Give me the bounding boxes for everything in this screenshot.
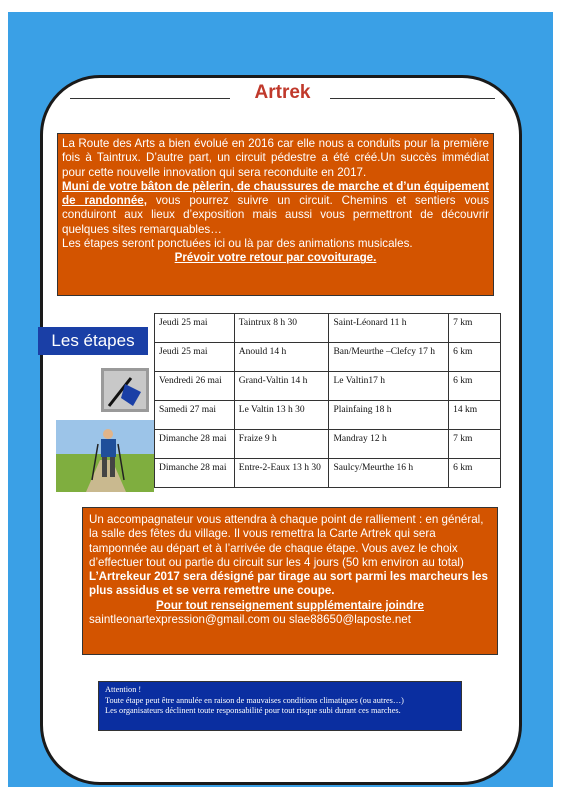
- etape-day: Jeudi 25 mai: [155, 343, 235, 372]
- info-box: [82, 507, 498, 655]
- info-paragraph-1: Un accompagnateur vous attendra à chaque point de ralliement : en général, la salle des fêtes du village. Il vous remettra la Carte Artrek qui sera tamponnée au départ et à l’arrivée de chaque étape. Vous avez le choix d’effectuer tout ou partie du circuit sur les 4 jours (50 km environ au total): [89, 513, 484, 569]
- page-header: [70, 82, 495, 106]
- intro-paragraph-2: [62, 180, 489, 237]
- etape-end: Le Valtin17 h: [329, 372, 449, 401]
- table-row: [155, 372, 501, 401]
- etape-end: Saulcy/Meurthe 16 h: [329, 459, 449, 488]
- etape-start: Entre-2-Eaux 13 h 30: [234, 459, 329, 488]
- table-row: [155, 459, 501, 488]
- info-paragraph-2: L’Artrekeur 2017 sera désigné par tirage au sort parmi les marcheurs les plus assidus et se verra remettre une coupe.: [89, 570, 488, 598]
- etape-start: Le Valtin 13 h 30: [234, 401, 329, 430]
- table-row: [155, 401, 501, 430]
- info-contact-heading: Pour tout renseignement supplémentaire joindre: [156, 598, 424, 612]
- title-rule-right: [330, 98, 495, 99]
- intro-equipment-bold: Muni de votre bâton de pèlerin, de chaussures de marche et d’un équipement de randonnée,: [62, 179, 489, 208]
- table-row: [155, 314, 501, 343]
- etape-start: Fraize 9 h: [234, 430, 329, 459]
- info-contact-emails: saintleonartexpression@gmail.com ou slae88650@laposte.net: [89, 613, 411, 627]
- hiking-flag-icon: [101, 368, 149, 412]
- etape-day: Samedi 27 mai: [155, 401, 235, 430]
- etape-end: Plainfaing 18 h: [329, 401, 449, 430]
- etape-day: Dimanche 28 mai: [155, 459, 235, 488]
- etape-start: Taintrux 8 h 30: [234, 314, 329, 343]
- etape-start: Grand-Valtin 14 h: [234, 372, 329, 401]
- etape-day: Dimanche 28 mai: [155, 430, 235, 459]
- attention-box: [98, 681, 462, 731]
- intro-equipment-rest: vous pourrez suivre un circuit. Chemins et sentiers vous conduiront aux lieux d’exposition mais aussi vous permettront de découvrir quelques sites remarquables…: [62, 194, 489, 236]
- etape-end: Saint-Léonard 11 h: [329, 314, 449, 343]
- intro-covoiturage: Prévoir votre retour par covoiturage.: [174, 251, 377, 265]
- etape-dist: 6 km: [449, 372, 501, 401]
- etape-day: Jeudi 25 mai: [155, 314, 235, 343]
- intro-paragraph-3: Les étapes seront ponctuées ici ou là par des animations musicales.: [62, 237, 413, 251]
- etape-start: Anould 14 h: [234, 343, 329, 372]
- table-row: [155, 430, 501, 459]
- attention-line-2: Les organisateurs déclinent toute responsabilité pour tout risque subi durant ces marches.: [105, 706, 401, 716]
- attention-line-1: Toute étape peut être annulée en raison de mauvaises conditions climatiques (ou autres…): [105, 695, 404, 705]
- page-title: Artrek: [254, 82, 311, 103]
- etape-end: Ban/Meurthe –Clefcy 17 h: [329, 343, 449, 372]
- etape-day: Vendredi 26 mai: [155, 372, 235, 401]
- etape-dist: 6 km: [449, 343, 501, 372]
- title-rule-left: [70, 98, 230, 99]
- attention-title: Attention !: [105, 685, 142, 694]
- etapes-label: Les étapes: [38, 327, 148, 355]
- intro-paragraph-1: La Route des Arts a bien évolué en 2016 car elle nous a conduits pour la première fois à Taintrux. D’autre part, un circuit pédestre a été créé.Un succès immédiat pour cette nouvelle innovation qui sera reconduite en 2017.: [62, 137, 489, 179]
- etape-end: Mandray 12 h: [329, 430, 449, 459]
- etape-dist: 7 km: [449, 314, 501, 343]
- etape-dist: 7 km: [449, 430, 501, 459]
- table-row: [155, 343, 501, 372]
- etapes-table: [154, 313, 501, 488]
- hiker-photo: [56, 420, 154, 492]
- intro-box: [57, 133, 494, 296]
- etape-dist: 6 km: [449, 459, 501, 488]
- etape-dist: 14 km: [449, 401, 501, 430]
